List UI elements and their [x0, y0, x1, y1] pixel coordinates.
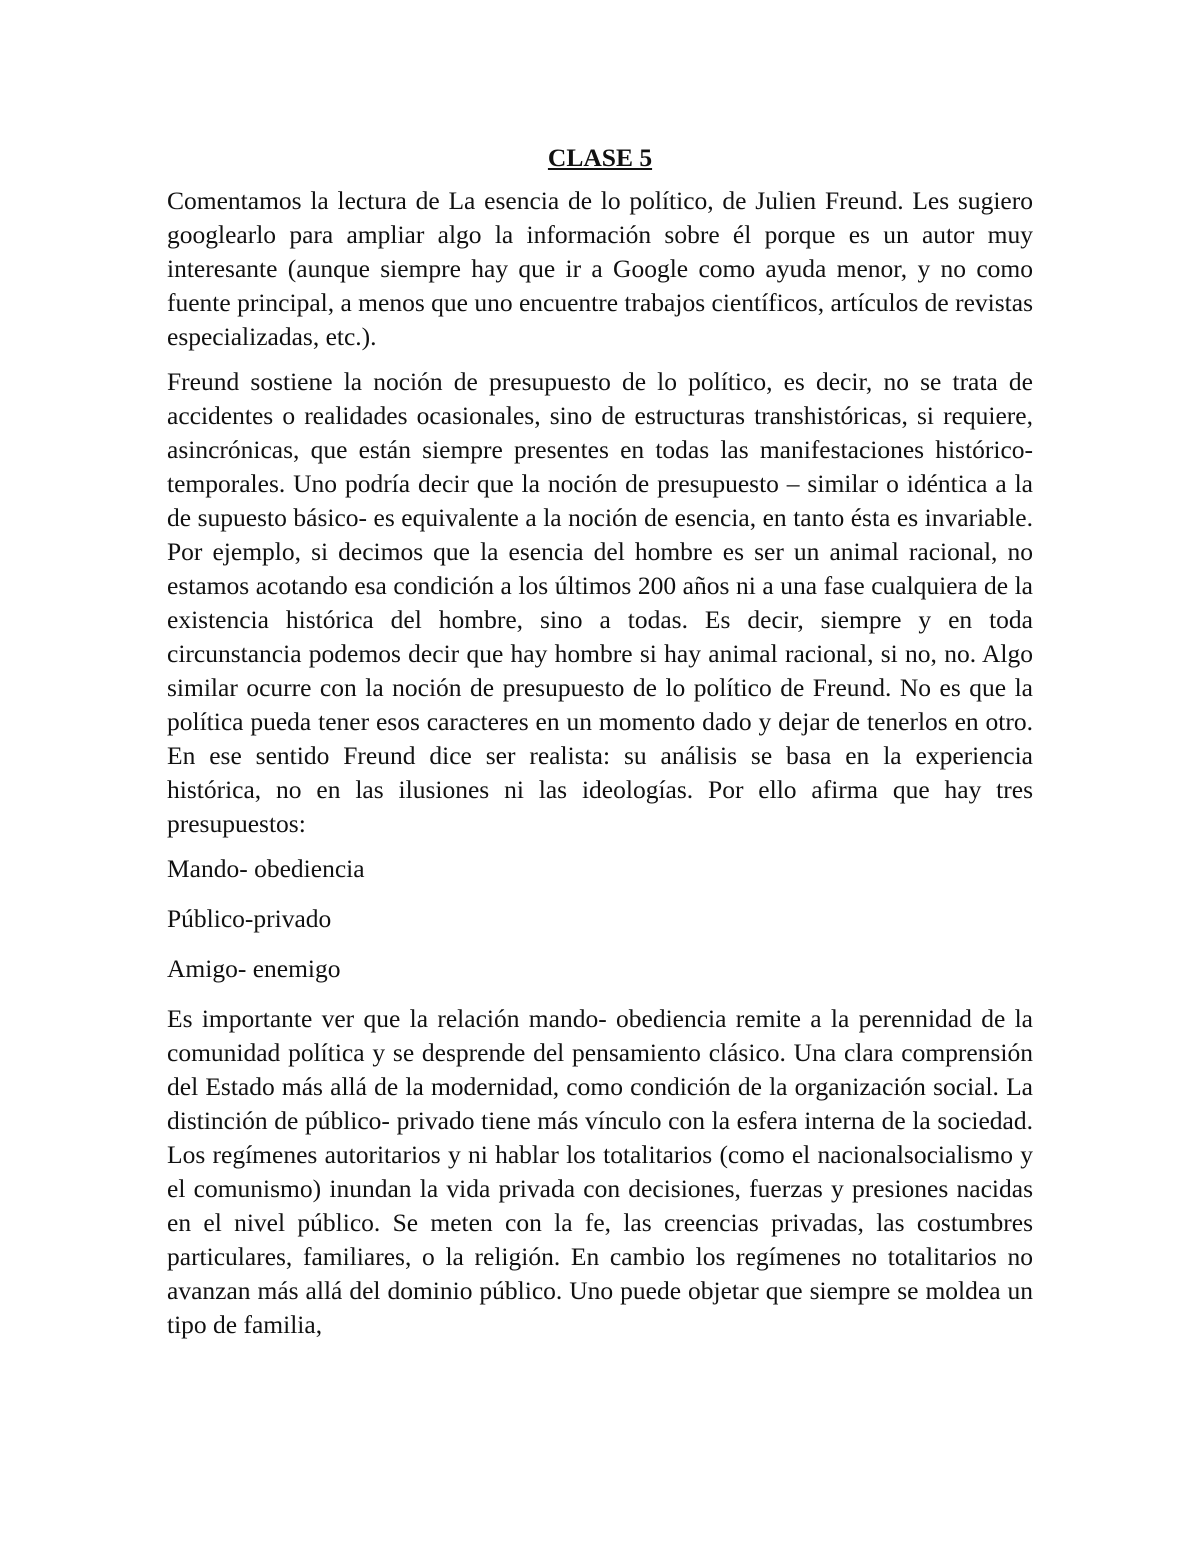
list-item: Público-privado [167, 904, 332, 933]
list-item: Amigo- enemigo [167, 954, 341, 983]
page-title: CLASE 5 [547, 143, 653, 172]
presupuestos-list [167, 852, 1033, 986]
paragraph-closing: Es importante ver que la relación mando- obediencia remite a la perennidad de la comunidad política y se desprende del pensamiento clásico. Una clara comprensión del Estado más allá de la modernidad, como condición de la organización social. La distinción de público- privado tiene más vínculo con la esfera interna de la sociedad. Los regímenes autoritarios y ni hablar los totalitarios (como el nacionalsocialismo y el comunismo) inundan la vida privada con decisiones, fuerzas y presiones nacidas en el nivel público. Se meten con la fe, las creencias privadas, las costumbres particulares, familiares, o la religión. En cambio los regímenes no totalitarios no avanzan más allá del dominio público. Uno puede objetar que siempre se moldea un tipo de familia, [167, 1004, 1033, 1339]
document-page [167, 140, 1033, 1353]
list-item: Mando- obediencia [167, 854, 365, 883]
paragraph-intro: Comentamos la lectura de La esencia de lo político, de Julien Freund. Les sugiero googlearlo para ampliar algo la información sobre él porque es un autor muy interesante (aunque siempre hay que ir a Google como ayuda menor, y no como fuente principal, a menos que uno encuentre trabajos científicos, artículos de revistas especializadas, etc.). [167, 186, 1033, 351]
paragraph-presupuesto: Freund sostiene la noción de presupuesto de lo político, es decir, no se trata de accidentes o realidades ocasionales, sino de estructuras transhistóricas, si requiere, asincrónicas, que están siempre presentes en todas las manifestaciones histórico- temporales. Uno podría decir que la noción de presupuesto – similar o idéntica a la de supuesto básico- es equivalente a la noción de esencia, en tanto ésta es invariable. Por ejemplo, si decimos que la esencia del hombre es ser un animal racional, no estamos acotando esa condición a los últimos 200 años ni a una fase cualquiera de la existencia histórica del hombre, sino a todas. Es decir, siempre y en toda circunstancia podemos decir que hay hombre si hay animal racional, si no, no. Algo similar ocurre con la noción de presupuesto de lo político de Freund. No es que la política pueda tener esos caracteres en un momento dado y dejar de tenerlos en otro. En ese sentido Freund dice ser realista: su análisis se basa en la experiencia histórica, no en las ilusiones ni las ideologías. Por ello afirma que hay tres presupuestos: [167, 367, 1033, 838]
